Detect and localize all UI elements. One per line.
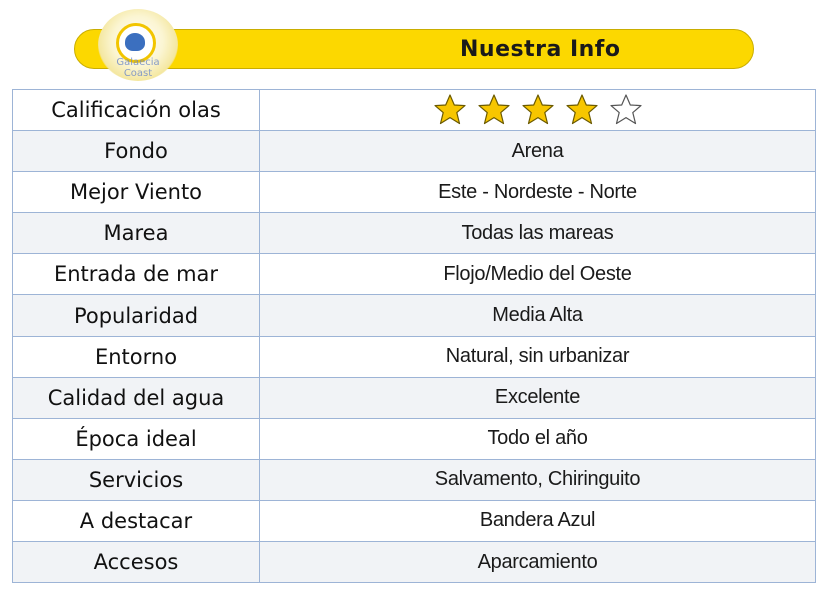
page-title: Nuestra Info	[460, 37, 621, 62]
table-row	[13, 172, 816, 213]
row-value: Bandera Azul	[260, 500, 816, 541]
table-row	[13, 213, 816, 254]
row-label: Calidad del agua	[13, 377, 260, 418]
table-row	[13, 377, 816, 418]
info-table	[12, 89, 816, 583]
wave-icon	[125, 33, 145, 51]
row-label: Popularidad	[13, 295, 260, 336]
beach-logo-icon	[98, 9, 178, 81]
row-label: Accesos	[13, 542, 260, 583]
star-filled-icon	[477, 93, 511, 127]
row-value: Media Alta	[260, 295, 816, 336]
row-value: Salvamento, Chiringuito	[260, 459, 816, 500]
row-label: Entorno	[13, 336, 260, 377]
row-label: Calificación olas	[13, 90, 260, 131]
row-value: Este - Nordeste - Norte	[260, 172, 816, 213]
row-label: Época ideal	[13, 418, 260, 459]
table-row	[13, 418, 816, 459]
star-filled-icon	[565, 93, 599, 127]
row-value: Excelente	[260, 377, 816, 418]
table-row	[13, 500, 816, 541]
table-row	[13, 254, 816, 295]
star-filled-icon	[521, 93, 555, 127]
row-label: Marea	[13, 213, 260, 254]
table-row	[13, 131, 816, 172]
logo-text: Galaecia Coast	[116, 57, 160, 79]
row-value: Todo el año	[260, 418, 816, 459]
row-value: Todas las mareas	[260, 213, 816, 254]
row-value: Arena	[260, 131, 816, 172]
row-label: Servicios	[13, 459, 260, 500]
star-filled-icon	[433, 93, 467, 127]
row-label: A destacar	[13, 500, 260, 541]
table-row	[13, 542, 816, 583]
star-empty-icon	[609, 93, 643, 127]
table-row	[13, 459, 816, 500]
row-label: Mejor Viento	[13, 172, 260, 213]
row-label: Fondo	[13, 131, 260, 172]
row-value: Natural, sin urbanizar	[260, 336, 816, 377]
row-value: Aparcamiento	[260, 542, 816, 583]
table-row	[13, 295, 816, 336]
row-label: Entrada de mar	[13, 254, 260, 295]
table-row	[13, 336, 816, 377]
star-rating	[428, 93, 648, 127]
rating-cell	[260, 90, 816, 131]
table-row-rating	[13, 90, 816, 131]
row-value: Flojo/Medio del Oeste	[260, 254, 816, 295]
